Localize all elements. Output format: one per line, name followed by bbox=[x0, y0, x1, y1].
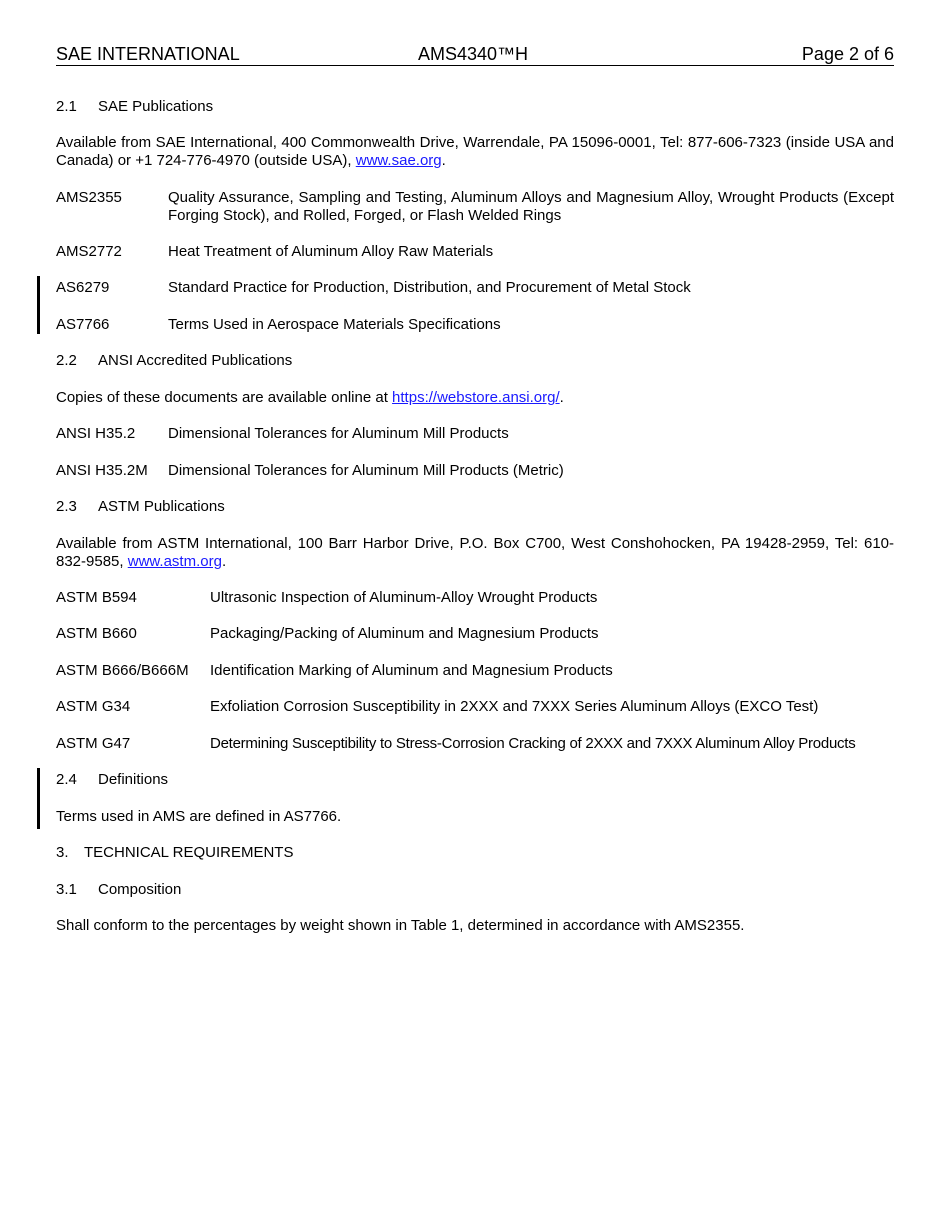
section-title: Composition bbox=[98, 881, 182, 898]
sae-website-link[interactable]: www.sae.org bbox=[355, 152, 442, 169]
section-title: ANSI Accredited Publications bbox=[98, 352, 293, 369]
reference-title: Standard Practice for Production, Distribution, and Procurement of Metal Stock bbox=[168, 279, 691, 296]
reference-title: Quality Assurance, Sampling and Testing, Aluminum Alloys and Magnesium Alloy, Wrought Products (Except Forging Stock), and Rolled, Forged, or Flash Welded Rings bbox=[168, 189, 894, 224]
reference-id: ASTM G47 bbox=[56, 735, 131, 752]
section-title: TECHNICAL REQUIREMENTS bbox=[84, 844, 294, 861]
reference-id: ASTM B666/B666M bbox=[56, 662, 189, 679]
reference-title: Dimensional Tolerances for Aluminum Mill Products bbox=[168, 425, 509, 442]
revision-bar bbox=[37, 276, 40, 334]
section-number: 3. bbox=[56, 844, 69, 861]
revision-bar bbox=[37, 768, 40, 829]
section-number: 2.2 bbox=[56, 352, 77, 369]
header-document-number: AMS4340™H bbox=[418, 44, 529, 64]
paragraph-text: Available from SAE International, 400 Commonwealth Drive, Warrendale, PA 15096-0001, Tel: 877-606-7323 (inside USA and Canada) or +1 724-776-4970 (outside USA), bbox=[56, 134, 894, 169]
reference-title: Identification Marking of Aluminum and Magnesium Products bbox=[210, 662, 613, 679]
reference-title: Terms Used in Aerospace Materials Specifications bbox=[168, 316, 501, 333]
section-title: ASTM Publications bbox=[98, 498, 225, 515]
astm-availability-paragraph: Available from ASTM International, 100 Barr Harbor Drive, P.O. Box C700, West Conshohocken, PA 19428-2959, Tel: 610-832-9585, www.astm.org. bbox=[56, 535, 894, 570]
reference-id: ASTM B594 bbox=[56, 589, 137, 606]
reference-title: Dimensional Tolerances for Aluminum Mill Products (Metric) bbox=[168, 462, 564, 479]
reference-id: AMS2772 bbox=[56, 243, 122, 260]
reference-id: ANSI H35.2 bbox=[56, 425, 136, 442]
reference-id: ASTM G34 bbox=[56, 698, 131, 715]
reference-id: AS7766 bbox=[56, 316, 110, 333]
definitions-paragraph: Terms used in AMS are defined in AS7766. bbox=[56, 808, 342, 825]
reference-id: ANSI H35.2M bbox=[56, 462, 148, 479]
section-title: Definitions bbox=[98, 771, 169, 788]
reference-title: Exfoliation Corrosion Susceptibility in 2XXX and 7XXX Series Aluminum Alloys (EXCO Test) bbox=[210, 698, 819, 715]
section-number: 2.4 bbox=[56, 771, 77, 788]
reference-title: Determining Susceptibility to Stress-Corrosion Cracking of 2XXX and 7XXX Aluminum Alloy Products bbox=[210, 735, 856, 752]
reference-id: AS6279 bbox=[56, 279, 110, 296]
ansi-availability-paragraph: Copies of these documents are available online at https://webstore.ansi.org/. bbox=[56, 389, 564, 406]
astm-website-link[interactable]: www.astm.org bbox=[127, 553, 222, 570]
section-title: SAE Publications bbox=[98, 98, 214, 115]
section-number: 3.1 bbox=[56, 881, 77, 898]
header-page-number: Page 2 of 6 bbox=[801, 44, 894, 64]
paragraph-text: Copies of these documents are available online at bbox=[56, 389, 393, 406]
ansi-webstore-link[interactable]: https://webstore.ansi.org/ bbox=[392, 389, 560, 406]
sae-availability-paragraph: Available from SAE International, 400 Commonwealth Drive, Warrendale, PA 15096-0001, Tel: 877-606-7323 (inside USA and Canada) or +1 724-776-4970 (outside USA), www.sae.org. bbox=[56, 134, 894, 169]
reference-id: AMS2355 bbox=[56, 189, 122, 206]
reference-id: ASTM B660 bbox=[56, 625, 137, 642]
header-organization: SAE INTERNATIONAL bbox=[56, 44, 240, 64]
page-header bbox=[56, 43, 894, 66]
section-number: 2.3 bbox=[56, 498, 77, 515]
reference-title: Ultrasonic Inspection of Aluminum-Alloy Wrought Products bbox=[210, 589, 598, 606]
paragraph-text: Available from ASTM International, 100 Barr Harbor Drive, P.O. Box C700, West Conshohocken, PA 19428-2959, Tel: 610-832-9585, bbox=[56, 535, 894, 570]
composition-paragraph: Shall conform to the percentages by weight shown in Table 1, determined in accordance with AMS2355. bbox=[56, 917, 745, 934]
section-number: 2.1 bbox=[56, 98, 77, 115]
reference-title: Packaging/Packing of Aluminum and Magnesium Products bbox=[210, 625, 599, 642]
reference-title: Heat Treatment of Aluminum Alloy Raw Materials bbox=[168, 243, 494, 260]
